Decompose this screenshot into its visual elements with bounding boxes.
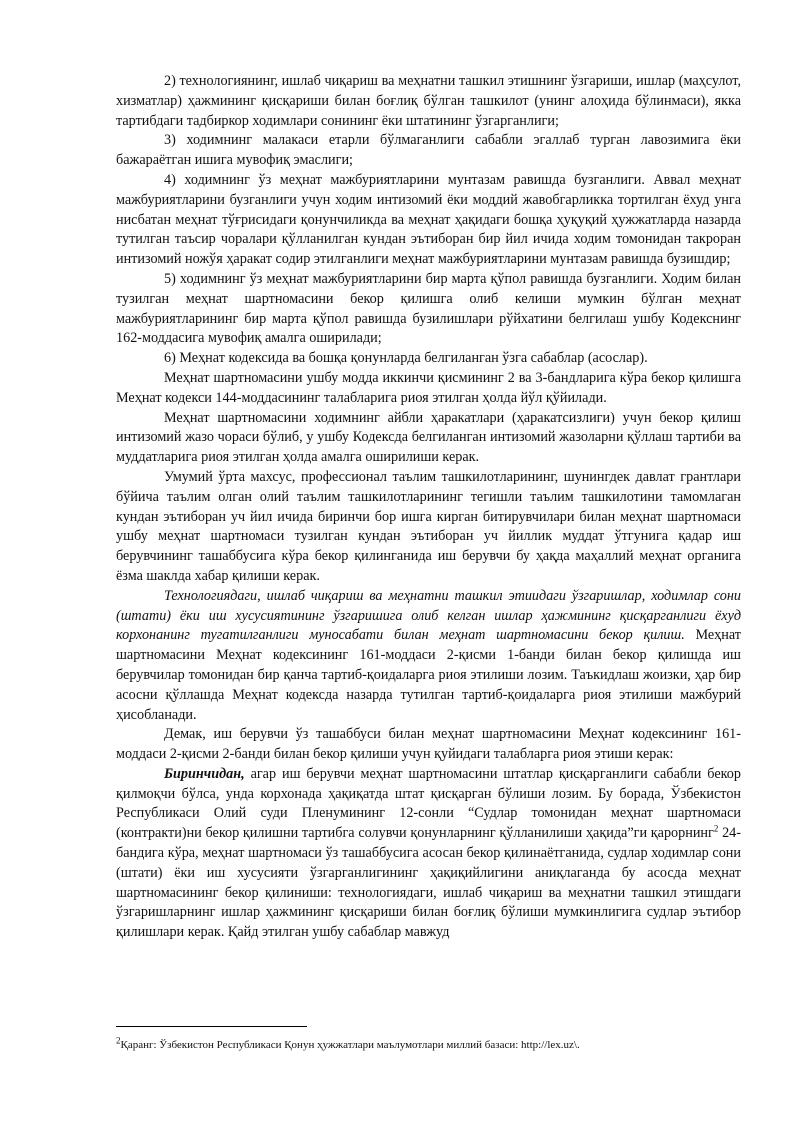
paragraph-1: 2) технологиянинг, ишлаб чиқариш ва меҳнатни ташкил этишнинг ўзгариши, ишлар (маҳсулот, хизматлар) ҳажмининг қисқариши билан боғлиқ бўлган ташкилот (унинг алоҳида бўлинмаси), якка тартибдаги тадбиркор ходимлари сонининг ёки штатининг ўзгарганлиги; xyxy=(116,73,741,129)
paragraph-9 xyxy=(116,587,741,726)
paragraph-3: 4) ходимнинг ўз меҳнат мажбуриятларини мунтазам равишда бузганлиги. Аввал меҳнат мажбуриятларини бузганлиги учун ходим интизомий ёки моддий жавобгарликка тортилган ёхуд унга нисбатан меҳнат тўғрисидаги қонунчиликда ва меҳнат ҳақидаги бошқа ҳуқуқий ҳужжатларда назарда тутилган таъсир чоралари қўлланилган кундан эътиборан бир йил ичида ходим томонидан такроран интизомий ножўя ҳаракат содир этилганлиги меҳнат мажбуриятларини мунтазам равишда бузишдир; xyxy=(116,171,741,268)
footnote-separator xyxy=(116,1026,307,1027)
document-page xyxy=(116,72,741,943)
paragraph-6: Меҳнат шартномасини ушбу модда иккинчи қисмининг 2 ва 3-бандларига кўра бекор қилишга Меҳнат кодекси 144-моддасининг талабларига риоя этилган ҳолда йўл қўйилади. xyxy=(116,369,741,406)
paragraph-10: Демак, иш берувчи ўз ташаббуси билан меҳнат шартномасини Меҳнат кодексининг 161-моддаси 2-қисми 2-банди билан бекор қилиши учун қуйидаги талабларга риоя этиши керак: xyxy=(116,726,741,763)
paragraph-9-italic-heading: Технологиядаги, ишлаб чиқариш ва меҳнатни ташкил этиидаги ўзгаришлар, ходимлар сони (штати) ёки иш хусусиятининг ўзгаришига олиб келган ишлар ҳажмининг қисқарганлиги ёхуд корхонанинг тугатилганлиги муносабати билан меҳнат шартномасини бекор қилиш. xyxy=(116,587,741,644)
paragraph-5: 6) Меҳнат кодексида ва бошқа қонунларда белгиланган ўзга сабаблар (асослар). xyxy=(164,350,648,367)
paragraph-11 xyxy=(116,765,741,943)
paragraph-11-bold-lead: Биринчидан, xyxy=(164,765,245,782)
paragraph-11-body-b: 24-бандига кўра, меҳнат шартномаси ўз ташаббусига асосан бекор қилинаётганида, судлар ходимлар сони (штати) ёки иш хусусияти ўзгарганлигининг ҳақиқийлигини аниқлаганда бу асосда меҳнат шартномасининг бекор қилиниши: технологиядаги, ишлаб чиқариш ва меҳнатни ташкил этишдаги ўзгаришларнинг ишлар ҳажмининг қисқариши билан боғлиқ бўлиши мумкинлигига судлар эътибор қилишлари керак. Қайд этилган ушбу сабаблар мавжуд xyxy=(116,825,742,941)
footnote-number: 2 xyxy=(116,1035,121,1046)
paragraph-4: 5) ходимнинг ўз меҳнат мажбуриятларини бир марта қўпол равишда бузганлиги. Ходим билан тузилган меҳнат шартномасини бекор қилишга олиб келиши мумкин бўлган меҳнат мажбуриятларининг бир марта қўпол равишда бузилишлари рўйхатини белгилаш ушбу Кодекснинг 162-моддасига мувофиқ амалга оширилади; xyxy=(116,270,741,347)
paragraph-7: Меҳнат шартномасини ходимнинг айбли ҳаракатлари (ҳаракатсизлиги) учун бекор қилиш интизомий жазо чораси бўлиб, у ушбу Кодексда белгиланган интизомий жазоларни қўллаш тартиби ва муддатларига риоя этилган ҳолда амалга оширилиши керак. xyxy=(116,409,741,466)
paragraph-11-body-a: агар иш берувчи меҳнат шартномасини штатлар қисқарганлиги сабабли бекор қилмоқчи бўлса, унда корхонада ҳақиқатда штат қисқарган бўлиши лозим. Бу борада, Ўзбекистон Республикаси Олий суди Пленумининг 12-сонли “Судлар томонидан меҳнат шартномаси (контракти)ни бекор қилишни тартибга солувчи қонунларнинг қўлланилиши ҳақида”ги қарорнинг xyxy=(116,765,741,842)
paragraph-8: Умумий ўрта махсус, профессионал таълим ташкилотларининг, шунингдек давлат грантлари бўйича таълим олган олий таълим ташкилотларининг тегишли таълим ташкилотини тамомлаган кундан эътиборан уч йил ичида биринчи бор ишга кирган битирувчилари билан меҳнат шартномаси ушбу меҳнат шартномаси тузилган кундан эътиборан уч йиллик муддат ўтгунига қадар иш берувчининг ташаббусига кўра бекор қилинганида иш берувчи бу ҳақда маҳаллий меҳнат органига ёзма шаклда хабар қилиши керак. xyxy=(116,468,741,584)
footnote xyxy=(116,1035,741,1052)
paragraph-2: 3) ходимнинг малакаси етарли бўлмаганлиги сабабли эгаллаб турган лавозимига ёки бажараётган ишига мувофиқ эмаслиги; xyxy=(116,132,741,169)
footnote-ref: 2 xyxy=(713,823,719,834)
footnote-text: Қаранг: Ўзбекистон Республикаси Қонун ҳужжатлари маълумотлари миллий базаси: http://lex.uz\. xyxy=(120,1039,580,1051)
paragraph-9-body: Меҳнат шартномасини Меҳнат кодексининг 161-моддаси 2-қисми 1-банди билан бекор қилишда иш берувчилар томонидан бир қанча тартиб-қоидаларга риоя этилиши лозим. Таъкидлаш жоизки, ҳар бир асосни қўллашда Меҳнат кодексда назарда тутилган тартиб-қоидаларга риоя этилиши мажбурий ҳисобланади. xyxy=(116,627,741,723)
